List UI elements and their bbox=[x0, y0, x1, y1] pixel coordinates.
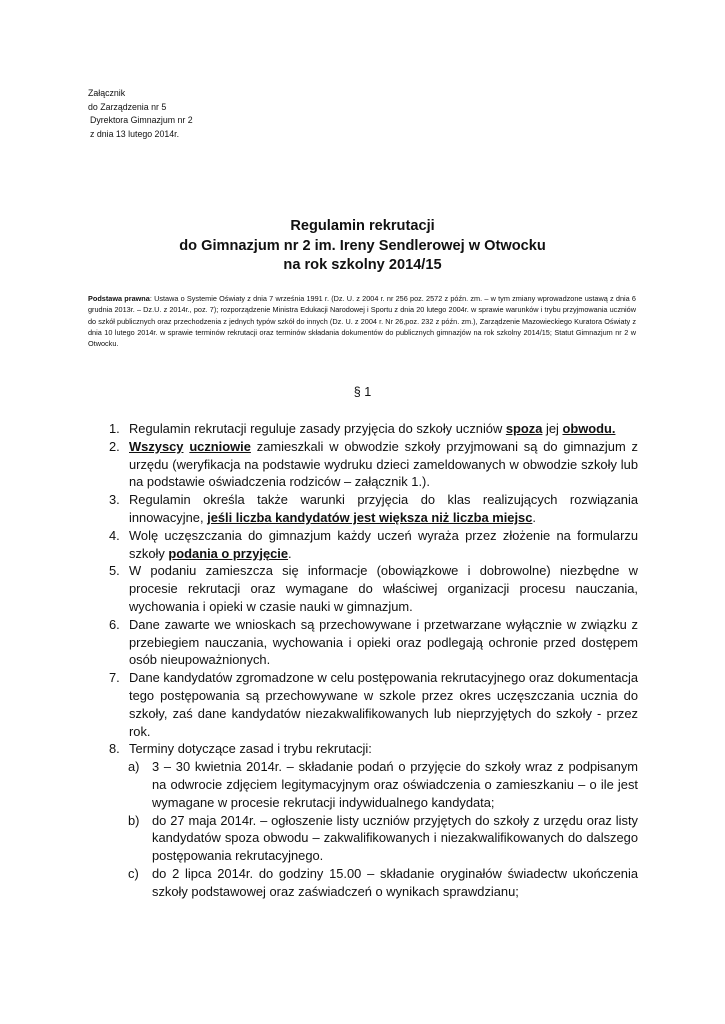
sub-item bbox=[88, 812, 638, 865]
title-line: do Gimnazjum nr 2 im. Ireny Sendlerowej w Otwocku bbox=[179, 237, 546, 254]
item-number: 7. bbox=[109, 670, 120, 686]
item-text: W podaniu zamieszcza się informacje (obowiązkowe i dobrowolne) niezbędne w procesie rekrutacji oraz wymagane do właściwej organizacji procesu nauczania, wychowania i opieki w czasie nauki w gimnazjum. bbox=[129, 563, 638, 614]
item-text: . bbox=[532, 509, 536, 525]
item-number: 2. bbox=[109, 438, 120, 454]
list-item bbox=[88, 438, 638, 491]
item-text: Terminy dotyczące zasad i trybu rekrutacji: bbox=[129, 741, 372, 757]
list-item bbox=[88, 420, 638, 438]
legal-basis bbox=[88, 293, 636, 349]
item-number: 4. bbox=[109, 527, 120, 543]
item-emphasis: Wszyscy bbox=[129, 438, 184, 454]
item-text: Wolę uczęszczania do gimnazjum każdy uczeń wyraża przez złożenie na formularzu szkoły bbox=[129, 527, 638, 561]
list-item bbox=[88, 562, 638, 615]
annex-line: do Zarządzenia nr 5 bbox=[88, 101, 167, 112]
annex-line: Dyrektora Gimnazjum nr 2 bbox=[90, 115, 193, 125]
item-text: zamieszkali w obwodzie szkoły przyjmowani są do gimnazjum z urzędu (weryfikacja na podstawie wydruku dzieci zameldowanych w obwodzie szkoły lub na podstawie oświadczenia rodziców – załącznik 1.). bbox=[129, 438, 638, 490]
legal-basis-label: Podstawa prawna bbox=[88, 294, 150, 303]
title-line: na rok szkolny 2014/15 bbox=[283, 257, 442, 273]
sub-item bbox=[88, 758, 638, 811]
sub-item-letter: b) bbox=[128, 812, 140, 828]
item-text: Dane kandydatów zgromadzone w celu postępowania rekrutacyjnego oraz dokumentacja tego postępowania są przechowywane w szkole przez okres uczęszczania ucznia do szkoły, zaś dane kandydatów niezakwalifikowanych lub nieprzyjętych do szkoły - przez rok. bbox=[129, 670, 638, 739]
item-number: 3. bbox=[109, 492, 120, 508]
item-emphasis: spoza bbox=[505, 421, 543, 436]
list-item bbox=[88, 491, 638, 527]
list-item bbox=[88, 527, 638, 563]
rules-list bbox=[88, 420, 638, 901]
item-number: 5. bbox=[109, 563, 120, 579]
item-number: 8. bbox=[109, 741, 120, 757]
item-text: Dane zawarte we wnioskach są przechowywane i przetwarzane wyłącznie w związku z przebiegiem nauczania, wychowania i opieki oraz podlegają ochronie przed dostępem osób nieupoważnionych. bbox=[129, 616, 638, 668]
item-text: Regulamin określa także warunki przyjęcia do klas realizujących rozwiązania innowacyjne, bbox=[129, 492, 638, 525]
item-emphasis: uczniowie bbox=[189, 438, 251, 454]
list-item bbox=[88, 740, 638, 758]
item-text: . bbox=[288, 545, 292, 561]
sub-item-text: 3 – 30 kwietnia 2014r. – składanie podań o przyjęcie do szkoły wraz z podpisanym na odwrocie zdjęciem legitymacyjnym oraz oświadczenia o zamieszkaniu – o ile jest wymagane w procesie rekrutacji indywidualnego kandydata; bbox=[152, 759, 638, 810]
list-item bbox=[88, 616, 638, 669]
section-heading: § 1 bbox=[353, 385, 372, 399]
item-emphasis: obwodu. bbox=[562, 421, 616, 436]
item-emphasis: podania o przyjęcie bbox=[168, 545, 289, 561]
legal-basis-text: : Ustawa o Systemie Oświaty z dnia 7 września 1991 r. (Dz. U. z 2004 r. nr 256 poz. 2572 z późn. zm. – w tym zmiany wprowadzone ustawą z dnia 6 grudnia 2013r. – Dz.U. z 2014r., poz. 7); rozporządzenie Ministra Edukacji Narodowej i Sportu z dnia 20 lutego 2004r. w sprawie warunków i trybu przyjmowania uczniów do szkół publicznych oraz przechodzenia z jednych typów szkół do innych (Dz. U. z 2004 r. Nr 26,poz. 232 z późn. zm.), Zarządzenie Mazowieckiego Kuratora Oświaty z dnia 10 lutego 2014r. w sprawie terminów rekrutacji oraz terminów składania dokumentów do publicznych gimnazjów na rok szkolny 2014/15; Statut Gimnazjum nr 2 w Otwocku. bbox=[88, 294, 636, 349]
annex-line: Załącznik bbox=[88, 88, 126, 98]
annex-line: z dnia 13 lutego 2014r. bbox=[90, 128, 180, 139]
sub-item-letter: c) bbox=[128, 865, 139, 881]
item-number: 6. bbox=[109, 616, 120, 632]
sub-item-letter: a) bbox=[128, 759, 140, 775]
list-item bbox=[88, 669, 638, 740]
document-title bbox=[0, 217, 725, 276]
annex-note bbox=[88, 87, 193, 141]
sub-item-text: do 2 lipca 2014r. do godziny 15.00 – składanie oryginałów świadectw ukończenia szkoły podstawowej oraz zaświadczeń o wynikach sprawdzianu; bbox=[152, 865, 638, 899]
item-text: Regulamin rekrutacji reguluje zasady przyjęcia do szkoły uczniów bbox=[129, 421, 506, 436]
item-emphasis: jeśli liczba kandydatów jest większa niż liczba miejsc bbox=[207, 509, 533, 525]
title-line: Regulamin rekrutacji bbox=[290, 218, 435, 234]
item-number: 1. bbox=[109, 421, 120, 436]
item-text: jej bbox=[542, 421, 563, 436]
sub-item bbox=[88, 865, 638, 901]
sub-item-text: do 27 maja 2014r. – ogłoszenie listy uczniów przyjętych do szkoły z urzędu oraz listy kandydatów spoza obwodu – zakwalifikowanych i niezakwalifikowanych do dalszego postępowania rekrutacyjnego. bbox=[152, 812, 638, 864]
